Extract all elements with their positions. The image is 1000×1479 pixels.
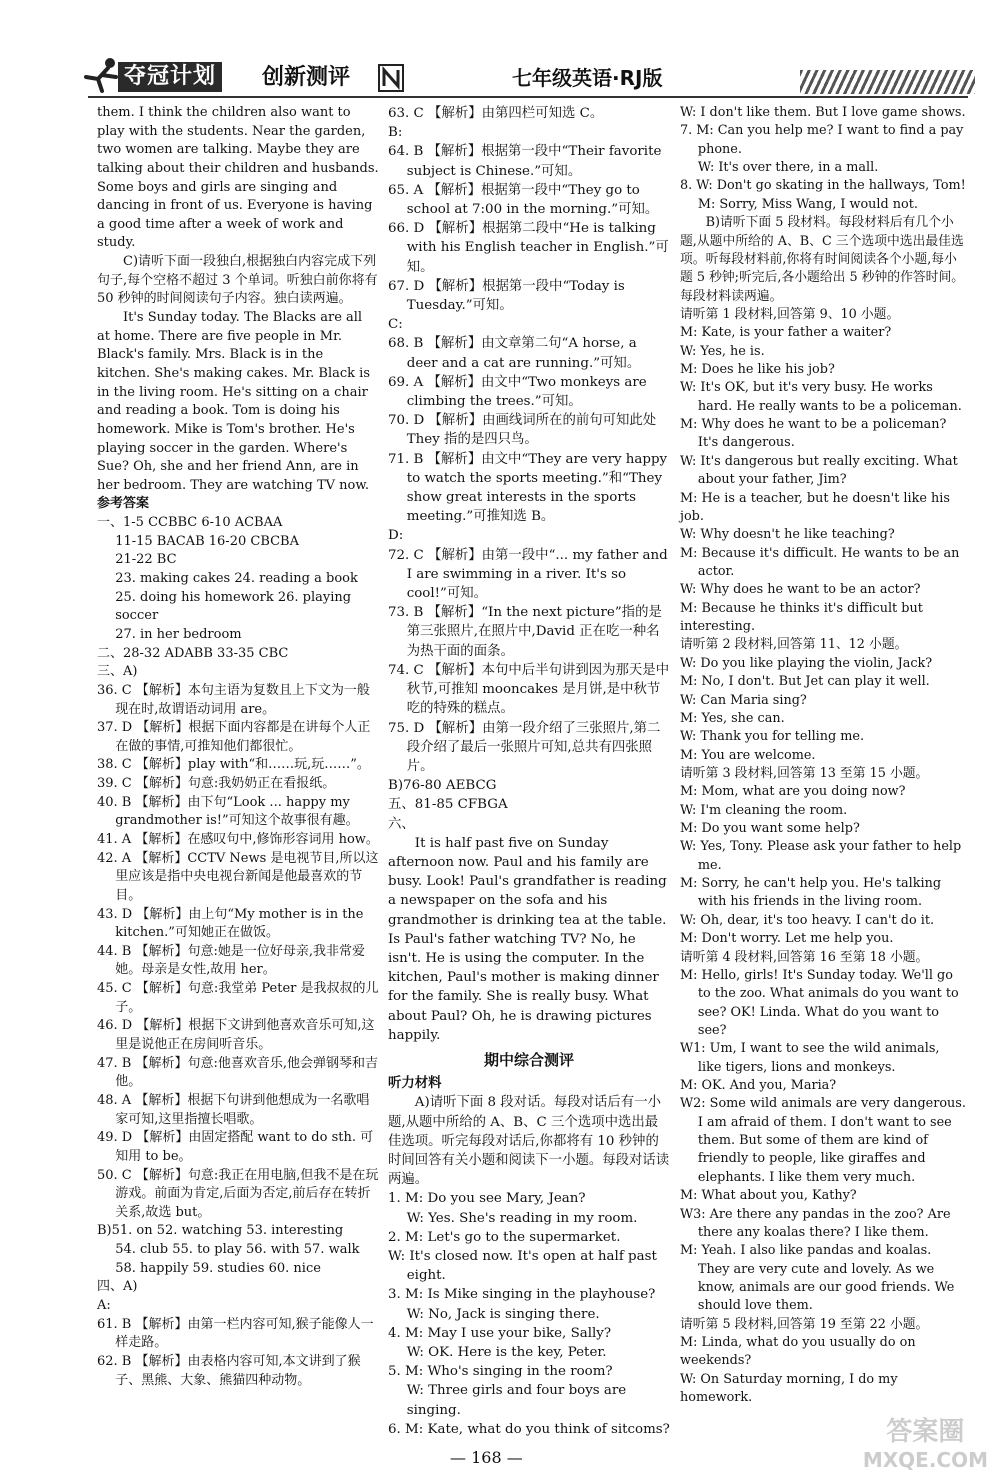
col1-paragraph: 一、1-5 CCBBC 6-10 ACBAA bbox=[97, 515, 283, 531]
col1-paragraph: 25. doing his homework 26. playing soccer bbox=[115, 589, 352, 624]
col2-paragraph: 65. A 【解析】根据第一段中“They go to school at 7:00 in the morning.”可知。 bbox=[388, 182, 659, 218]
col3-paragraph: W: I don't like them. But I love game shows. bbox=[680, 105, 966, 120]
watermark-line-1: 答案圈 bbox=[886, 1417, 965, 1447]
col3-paragraph: M: Hello, girls! It's Sunday today. We'll go to the zoo. What animals do you want to see? OK! Linda. What do you want to see? bbox=[680, 967, 959, 1038]
col1-paragraph: 二、28-32 ADABB 33-35 CBC bbox=[97, 645, 289, 661]
col3-paragraph: M: Yes, she can. bbox=[680, 710, 785, 726]
col2-paragraph: 六、 bbox=[388, 816, 415, 832]
col1-paragraph: 三、A) bbox=[97, 664, 138, 680]
col1-paragraph: 48. A 【解析】根据下句讲到他想成为一名歌唱家可知,这里指擅长唱歌。 bbox=[97, 1092, 370, 1127]
col1-paragraph: 11-15 BACAB 16-20 CBCBA bbox=[115, 533, 299, 549]
header-divider bbox=[88, 96, 968, 98]
column-right bbox=[680, 104, 966, 1408]
col1-paragraph: 58. happily 59. studies 60. nice bbox=[115, 1260, 321, 1276]
col1-paragraph: 46. D 【解析】根据下文讲到他喜欢音乐可知,这里是说他正在房间听音乐。 bbox=[97, 1018, 375, 1053]
col3-paragraph: 请听第 4 段材料,回答第 16 至第 18 小题。 bbox=[680, 949, 929, 965]
col2-paragraph: W: No, Jack is singing there. bbox=[406, 1306, 600, 1322]
col1-paragraph: 45. C 【解析】句意:我堂弟 Peter 是我叔叔的儿子。 bbox=[97, 981, 379, 1015]
col3-paragraph: 请听第 2 段材料,回答第 11、12 小题。 bbox=[680, 637, 908, 653]
col2-paragraph: W: Three girls and four boys are singing. bbox=[406, 1383, 627, 1418]
col3-paragraph: W: It's OK, but it's very busy. He works hard. He really wants to be a policeman. bbox=[680, 380, 962, 414]
col3-paragraph: M: Sorry, Miss Wang, I would not. bbox=[697, 196, 918, 212]
col1-paragraph: 47. B 【解析】句意:他喜欢音乐,他会弹钢琴和吉他。 bbox=[97, 1055, 379, 1090]
col3-paragraph: M: Mom, what are you doing now? bbox=[680, 784, 906, 800]
col2-paragraph: A)请听下面 8 段对话。每段对话后有一小题,从题中所给的 A、B、C 三个选项中选出最佳选项。听完每段对话后,你都将有 10 秒钟的时间回答有关小题和阅读下一小题。每段对话读两遍。 bbox=[388, 1095, 670, 1188]
col2-paragraph: 75. D 【解析】由第一段介绍了三张照片,第二段介绍了最后一张照片可知,总共有四张照片。 bbox=[388, 720, 661, 774]
col2-paragraph: 63. C 【解析】由第四栏可知选 C。 bbox=[388, 106, 604, 121]
site-watermark bbox=[863, 1418, 988, 1474]
col3-paragraph: M: No, I don't. But Jet can play it well. bbox=[680, 674, 930, 690]
col2-paragraph: 74. C 【解析】本句中后半句讲到因为那天是中秋节,可推知 mooncakes 是月饼,是中秋节吃的特殊的糕点。 bbox=[388, 662, 670, 717]
col2-paragraph: B)76-80 AEBCG bbox=[388, 778, 497, 794]
page-number: — 168 — bbox=[450, 1448, 523, 1467]
col3-paragraph: M: OK. And you, Maria? bbox=[680, 1078, 837, 1094]
col2-paragraph: 期中综合测评 bbox=[483, 1050, 574, 1069]
col3-paragraph: M: Yeah. I also like pandas and koalas. They are very cute and lovely. As we know, animals are our good friends. We should love them. bbox=[680, 1243, 955, 1314]
col2-paragraph: It is half past five on Sunday afternoon now. Paul and his family are busy. Look! Paul's grandfather is reading a newspaper on the sofa and his grandmother is drinking tea at the table. Is Paul's father watching TV? No, he isn't. He is using the computer. In the kitchen, Paul's mother is making dinner for the family. She is really busy. What about Paul? Oh, he is drawing pictures happily. bbox=[388, 835, 667, 1043]
col1-paragraph: A: bbox=[97, 1298, 111, 1313]
col3-paragraph: M: Sorry, he can't help you. He's talking with his friends in the living room. bbox=[680, 876, 942, 910]
col2-paragraph: W: OK. Here is the key, Peter. bbox=[406, 1345, 607, 1360]
col1-paragraph: 38. C 【解析】play with“和……玩,玩……”。 bbox=[97, 757, 370, 773]
col2-paragraph: 3. M: Is Mike singing in the playhouse? bbox=[388, 1287, 656, 1303]
col1-paragraph: 62. B 【解析】由表格内容可知,本文讲到了猴子、黑熊、大象、熊猫四种动物。 bbox=[97, 1353, 361, 1388]
col2-paragraph: W: Yes. She's reading in my room. bbox=[406, 1210, 638, 1226]
col1-paragraph: 61. B 【解析】由第一栏内容可知,猴子能像人一样走路。 bbox=[97, 1316, 374, 1351]
book-title: 七年级英语·RJ版 bbox=[512, 66, 663, 90]
col3-paragraph: W: Yes, Tony. Please ask your father to help me. bbox=[680, 839, 962, 873]
col1-paragraph: 36. C 【解析】本句主语为复数且上下文为一般现在时,故谓语动词用 are。 bbox=[97, 682, 370, 717]
col2-paragraph: 70. D 【解析】由画线词所在的前句可知此处 They 指的是四只鸟。 bbox=[388, 413, 657, 448]
col2-paragraph: 五、81-85 CFBGA bbox=[388, 797, 508, 813]
col3-paragraph: 请听第 3 段材料,回答第 13 至第 15 小题。 bbox=[680, 765, 929, 781]
col1-paragraph: 39. C 【解析】句意:我奶奶正在看报纸。 bbox=[97, 776, 336, 792]
col1-paragraph: 四、A) bbox=[97, 1279, 138, 1295]
col2-paragraph: D: bbox=[388, 528, 404, 544]
col2-paragraph: 72. C 【解析】由第一段中“... my father and I are swimming in a river. It's so cool!”可知。 bbox=[388, 547, 668, 602]
col3-paragraph: W3: Are there any pandas in the zoo? Are there any koalas there? I like them. bbox=[680, 1206, 951, 1240]
col3-paragraph: W: I'm cleaning the room. bbox=[680, 802, 848, 818]
col1-paragraph: 23. making cakes 24. reading a book bbox=[115, 571, 358, 587]
col2-paragraph: B: bbox=[388, 125, 403, 141]
col3-paragraph: M: Linda, what do you usually do on weekends? bbox=[680, 1335, 916, 1369]
col1-paragraph: 41. A 【解析】在感叹句中,修饰形容词用 how。 bbox=[97, 831, 379, 847]
col1-paragraph: 参考答案 bbox=[97, 496, 150, 512]
column-left bbox=[97, 104, 379, 1390]
header-decoration bbox=[800, 70, 975, 94]
col2-paragraph: 听力材料 bbox=[388, 1075, 442, 1092]
col2-paragraph: 5. M: Who's singing in the room? bbox=[388, 1364, 613, 1380]
col1-paragraph: 42. A 【解析】CCTV News 是电视节目,所以这里应该是指中央电视台新闻是他最喜欢的节目。 bbox=[97, 850, 379, 903]
col1-paragraph: 50. C 【解析】句意:我正在用电脑,但我不是在玩游戏。前面为肯定,后面为否定,前后存在转折关系,故选 but。 bbox=[97, 1167, 379, 1220]
col3-paragraph: M: Does he like his job? bbox=[680, 362, 835, 378]
col3-paragraph: 请听第 1 段材料,回答第 9、10 小题。 bbox=[680, 306, 900, 322]
series-mark-icon bbox=[378, 64, 404, 92]
col1-paragraph: B)51. on 52. watching 53. interesting bbox=[97, 1223, 344, 1239]
col1-paragraph: 44. B 【解析】句意:她是一位好母亲,我非常爱她。母亲是女性,故用 her。 bbox=[97, 943, 366, 978]
col2-paragraph: 67. D 【解析】根据第一段中“Today is Tuesday.”可知。 bbox=[388, 278, 625, 314]
col3-paragraph: W1: Um, I want to see the wild animals, like tigers, lions and monkeys. bbox=[680, 1041, 940, 1075]
col3-paragraph: M: He is a teacher, but he doesn't like his job. bbox=[680, 490, 950, 524]
col3-paragraph: 7. M: Can you help me? I want to find a pay phone. bbox=[680, 123, 964, 157]
col2-paragraph: 68. B 【解析】由文章第二句“A horse, a deer and a cat are running.”可知。 bbox=[388, 336, 641, 371]
col2-paragraph: 73. B 【解析】“In the next picture”指的是第三张照片,在照片中,David 正在吃一种名为热干面的面条。 bbox=[388, 605, 662, 659]
col1-paragraph: 21-22 BC bbox=[115, 552, 177, 568]
col1-paragraph: 43. D 【解析】由上句“My mother is in the kitchen.”可知她正在做饭。 bbox=[97, 906, 364, 941]
col3-paragraph: M: Kate, is your father a waiter? bbox=[680, 325, 892, 341]
col1-paragraph: 40. B 【解析】由下句“Look ... happy my grandmother is!”可知这个故事很有趣。 bbox=[97, 794, 359, 829]
col3-paragraph: M: You are welcome. bbox=[680, 747, 816, 763]
watermark-line-2: MXQE.COM bbox=[862, 1448, 988, 1472]
col1-paragraph: them. I think the children also want to play with the students. Near the garden, two women are talking. Maybe they are talking about their children and husbands. Some boys and girls are singing and dancing in front of us. Everyone is having a good time after a week of work and study. bbox=[97, 105, 379, 251]
col1-paragraph: 49. D 【解析】由固定搭配 want to do sth. 可知用 to be。 bbox=[97, 1130, 374, 1164]
col3-paragraph: W: Do you like playing the violin, Jack? bbox=[680, 655, 933, 671]
col3-paragraph: W: Can Maria sing? bbox=[680, 692, 807, 708]
col2-paragraph: 64. B 【解析】根据第一段中“Their favorite subject is Chinese.”可知。 bbox=[388, 144, 662, 179]
col3-paragraph: M: Don't worry. Let me help you. bbox=[680, 931, 894, 947]
col2-paragraph: W: It's closed now. It's open at half past eight. bbox=[388, 1248, 657, 1284]
col1-paragraph: 54. club 55. to play 56. with 57. walk bbox=[115, 1242, 360, 1258]
col3-paragraph: 8. W: Don't go skating in the hallways, Tom! bbox=[680, 178, 966, 194]
page-header bbox=[0, 0, 1000, 100]
col3-paragraph: B)请听下面 5 段材料。每段材料后有几个小题,从题中所给的 A、B、C 三个选项中选出最佳选项。听每段材料前,你将有时间阅读各个小题,每小题 5 秒钟;听完后,各小题给出 5 秒钟的作答时间。每段材料读两遍。 bbox=[680, 215, 965, 304]
brand-logo: 夺冠计划 bbox=[118, 62, 222, 92]
col2-paragraph: C: bbox=[388, 317, 403, 333]
col2-paragraph: 69. A 【解析】由文中“Two monkeys are climbing the trees.”可知。 bbox=[388, 374, 647, 410]
col3-paragraph: W2: Some wild animals are very dangerous. I am afraid of them. I don't want to see them. But some of them are kind of friendly to people, like giraffes and elephants. I like them very much. bbox=[680, 1096, 966, 1185]
col1-paragraph: 37. D 【解析】根据下面内容都是在讲每个人正在做的事情,可推知他们都很忙。 bbox=[97, 720, 371, 754]
col3-paragraph: W: Why doesn't he like teaching? bbox=[680, 527, 895, 543]
col3-paragraph: 请听第 5 段材料,回答第 19 至第 22 小题。 bbox=[680, 1316, 929, 1332]
col3-paragraph: W: Oh, dear, it's too heavy. I can't do it. bbox=[680, 912, 935, 928]
col2-paragraph: 1. M: Do you see Mary, Jean? bbox=[388, 1191, 586, 1207]
col3-paragraph: M: What about you, Kathy? bbox=[680, 1188, 857, 1204]
col3-paragraph: M: Because he thinks it's difficult but interesting. bbox=[680, 600, 923, 635]
col3-paragraph: W: Thank you for telling me. bbox=[680, 729, 865, 745]
col2-paragraph: 2. M: Let's go to the supermarket. bbox=[388, 1229, 621, 1245]
col2-paragraph: 4. M: May I use your bike, Sally? bbox=[388, 1325, 612, 1341]
col3-paragraph: W: Why does he want to be an actor? bbox=[680, 582, 921, 598]
col1-paragraph: 27. in her bedroom bbox=[115, 626, 242, 642]
col3-paragraph: W: It's over there, in a mall. bbox=[697, 160, 879, 176]
col3-paragraph: W: It's dangerous but really exciting. What about your father, Jim? bbox=[680, 453, 958, 488]
col2-paragraph: 71. B 【解析】由文中“They are very happy to watch the sports meeting.”和“They show great interests in the sports meeting.”可推知选 B。 bbox=[388, 451, 668, 525]
col3-paragraph: W: On Saturday morning, I do my homework. bbox=[680, 1371, 898, 1406]
col2-paragraph: 6. M: Kate, what do you think of sitcoms? bbox=[388, 1421, 670, 1437]
col3-paragraph: M: Do you want some help? bbox=[680, 821, 860, 837]
column-middle bbox=[388, 104, 670, 1439]
col1-paragraph: C)请听下面一段独白,根据独白内容完成下列句子,每个空格不超过 3 个单词。听独白前你将有 50 秒钟的时间阅读句子内容。独白读两遍。 bbox=[97, 254, 378, 307]
col3-paragraph: M: Why does he want to be a policeman? It's dangerous. bbox=[680, 417, 947, 451]
col1-paragraph: It's Sunday today. The Blacks are all at home. There are five people in Mr. Black's family. Mrs. Black is in the kitchen. She's making cakes. Mr. Black is in the living room. He's sitting on a chair and reading a book. Tom is doing his homework. Mike is Tom's brother. He's playing soccer in the garden. Where's Sue? Oh, she and her friend Ann, are in her bedroom. They are watching TV now. bbox=[97, 310, 371, 493]
col3-paragraph: M: Because it's difficult. He wants to be an actor. bbox=[680, 545, 960, 579]
series-name: 创新测评 bbox=[262, 65, 351, 90]
col2-paragraph: 66. D 【解析】根据第二段中“He is talking with his English teacher in English.”可知。 bbox=[388, 221, 669, 275]
col3-paragraph: W: Yes, he is. bbox=[680, 343, 765, 359]
